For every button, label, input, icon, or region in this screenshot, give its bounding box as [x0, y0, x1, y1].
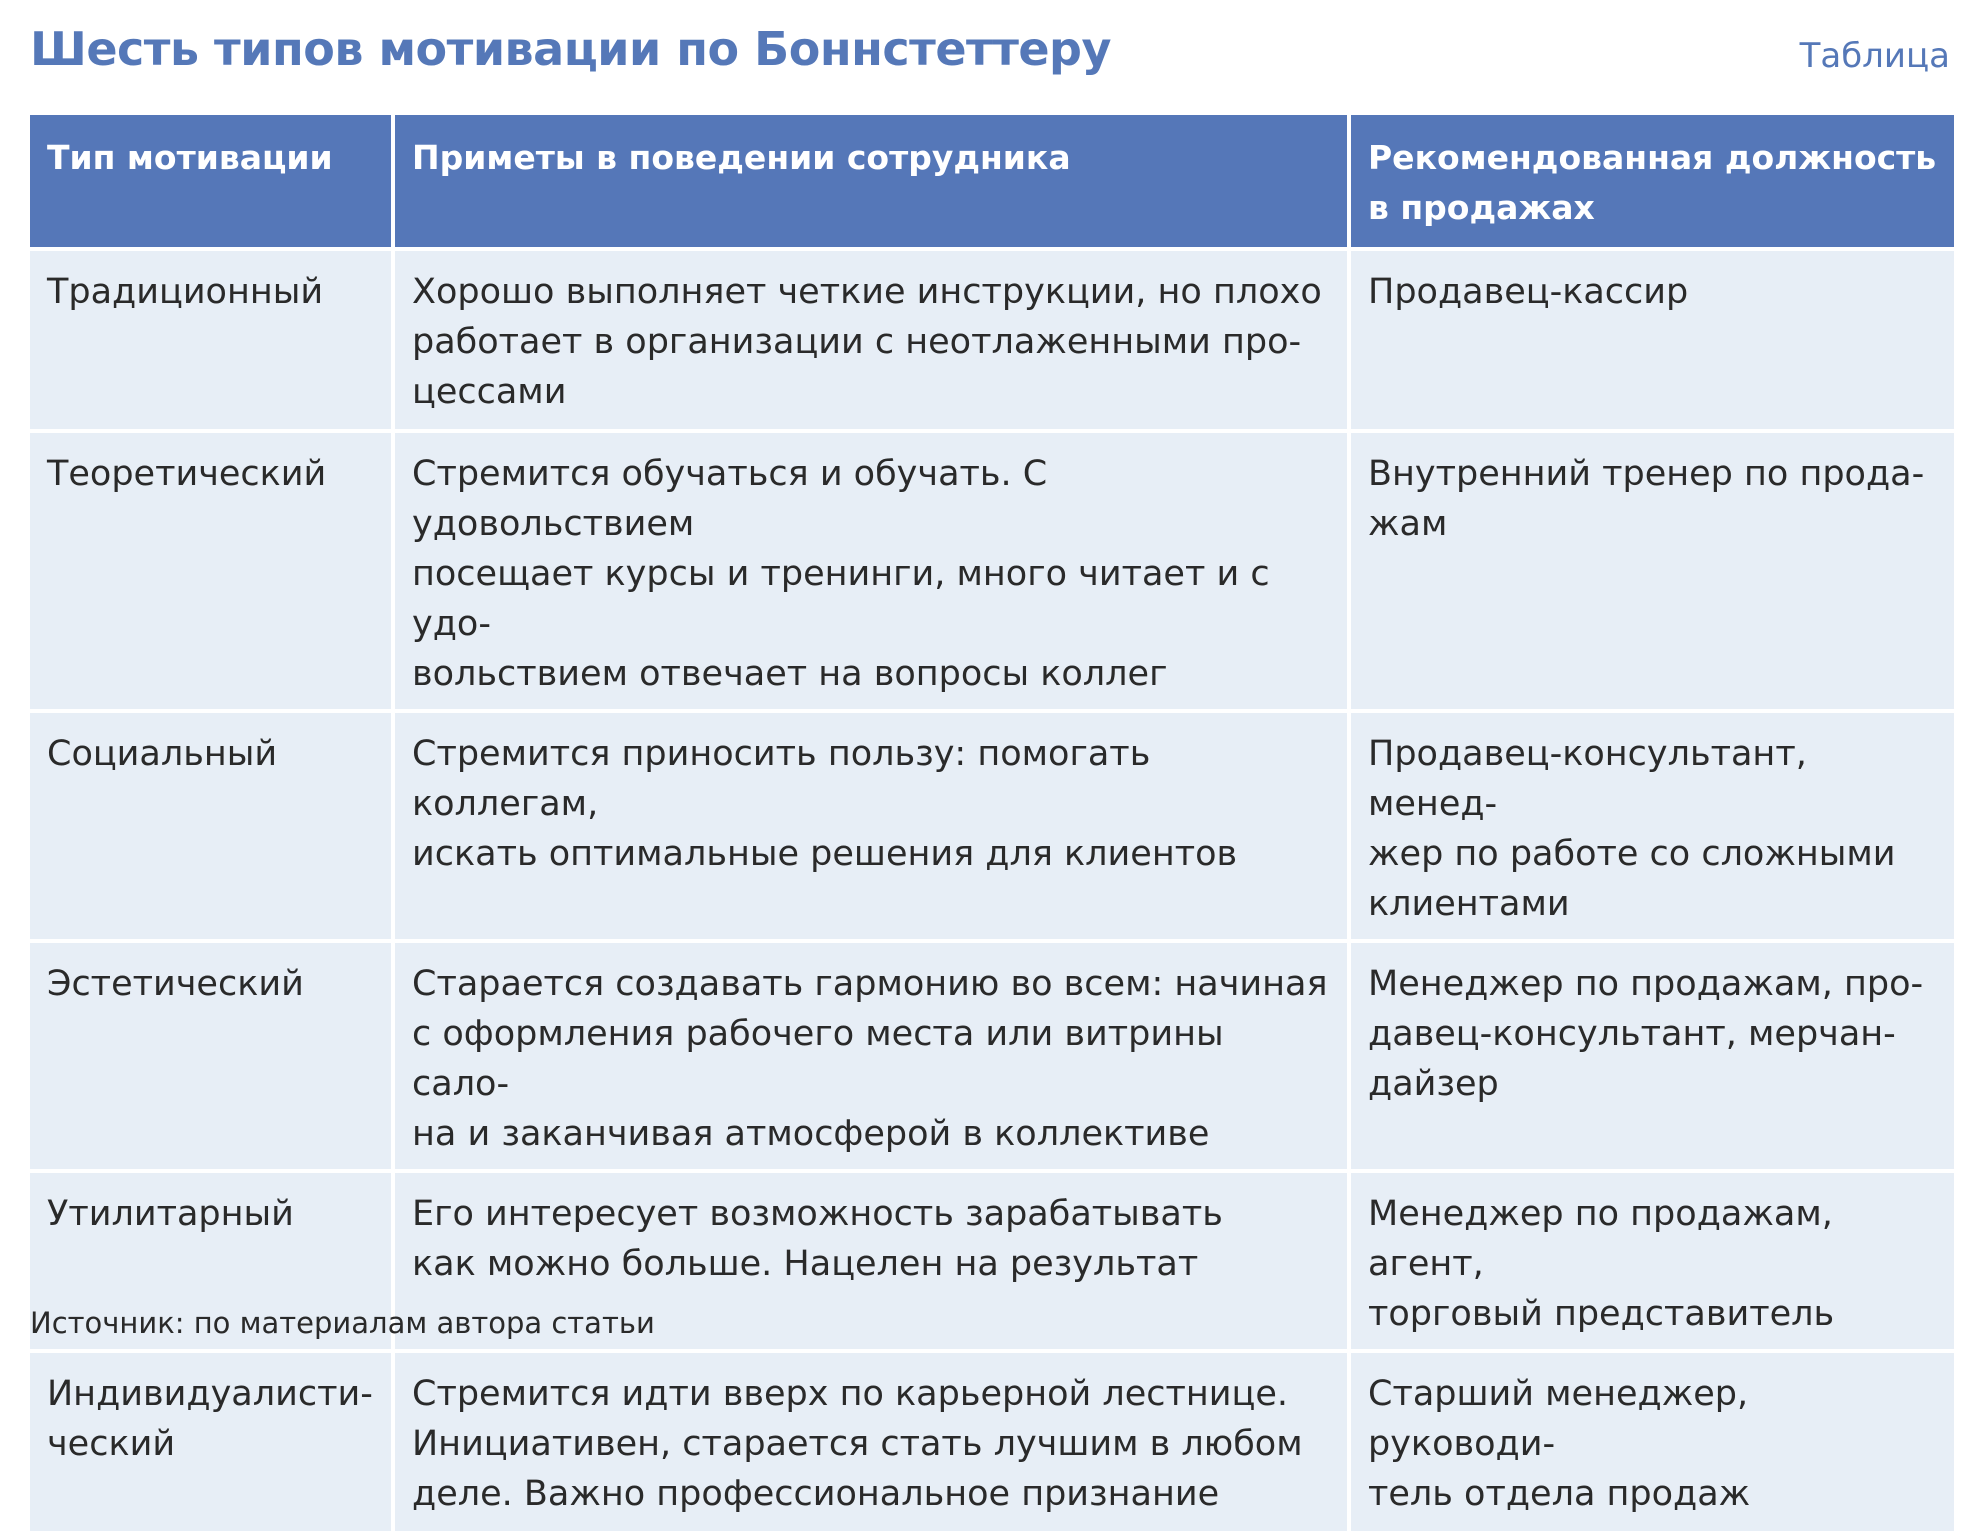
page-title: Шесть типов мотивации по Боннстеттеру: [30, 22, 1111, 76]
cell-text: Старается создавать гармонию во всем: начиная с оформления рабочего места или витрины сало- на и заканчивая атмосферой в коллективе: [412, 964, 1328, 1154]
cell-type: [30, 713, 391, 939]
cell-position: [1351, 433, 1954, 709]
source-note: Источник: по материалам автора статьи: [30, 1306, 655, 1340]
cell-type: [30, 1353, 391, 1531]
cell-type: [30, 943, 391, 1169]
cell-text: Стремится приносить пользу: помогать коллегам, искать оптимальные решения для клиентов: [412, 734, 1238, 874]
cell-text: Менеджер по продажам, про- давец-консультант, мерчан- дайзер: [1368, 964, 1924, 1104]
column-header-label: Рекомендованная должность в продажах: [1368, 138, 1937, 227]
cell-type: [30, 433, 391, 709]
cell-text: Индивидуалисти- ческий: [47, 1374, 373, 1464]
cell-text: Традиционный: [47, 272, 324, 312]
cell-text: Продавец-кассир: [1368, 272, 1689, 312]
cell-text: Утилитарный: [47, 1194, 294, 1234]
column-header-position: [1351, 115, 1954, 247]
cell-text: Хорошо выполняет четкие инструкции, но плохо работает в организации с неотлаженными про- цессами: [412, 272, 1322, 412]
cell-text: Стремится идти вверх по карьерной лестнице. Инициативен, старается стать лучшим в любом деле. Важно профессиональное признание: [412, 1374, 1303, 1514]
cell-text: Внутренний тренер по прода- жам: [1368, 454, 1925, 544]
cell-text: Менеджер по продажам, агент, торговый представитель: [1368, 1194, 1835, 1334]
table-header-row: [30, 115, 1954, 247]
cell-position: [1351, 713, 1954, 939]
column-header-behavior: [395, 115, 1347, 247]
cell-position: [1351, 943, 1954, 1169]
cell-behavior: [395, 251, 1347, 429]
cell-text: Социальный: [47, 734, 278, 774]
cell-text: Стремится обучаться и обучать. С удовольствием посещает курсы и тренинги, много читает и с удо- вольствием отвечает на вопросы коллег: [412, 454, 1270, 694]
cell-position: [1351, 1353, 1954, 1531]
cell-position: [1351, 1173, 1954, 1349]
column-header-type: [30, 115, 391, 247]
cell-position: [1351, 251, 1954, 429]
cell-text: Продавец-консультант, менед- жер по работе со сложными клиентами: [1368, 734, 1896, 924]
table-row: [30, 943, 1954, 1169]
cell-text: Его интересует возможность зарабатывать как можно больше. Нацелен на результат: [412, 1194, 1223, 1284]
table-row: [30, 433, 1954, 709]
cell-text: Теоретический: [47, 454, 327, 494]
table-row: [30, 713, 1954, 939]
cell-text: Старший менеджер, руководи- тель отдела продаж: [1368, 1374, 1751, 1514]
column-header-label: Тип мотивации: [47, 138, 333, 177]
cell-type: [30, 251, 391, 429]
column-header-label: Приметы в поведении сотрудника: [412, 138, 1071, 177]
cell-text: Эстетический: [47, 964, 304, 1004]
table-row: [30, 1353, 1954, 1531]
cell-behavior: [395, 1353, 1347, 1531]
cell-behavior: [395, 943, 1347, 1169]
cell-behavior: [395, 433, 1347, 709]
table-row: [30, 251, 1954, 429]
table-label: Таблица: [1799, 36, 1950, 76]
cell-behavior: [395, 713, 1347, 939]
